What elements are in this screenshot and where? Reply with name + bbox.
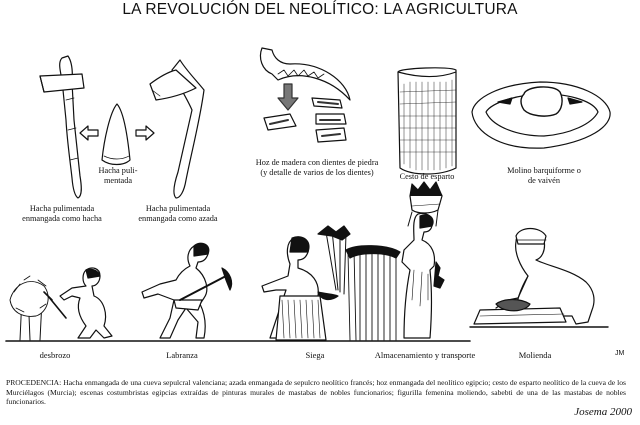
hafted-adze-drawing: [150, 60, 204, 198]
scene-label-grinding: Molienda: [518, 350, 552, 360]
caption-hafted-adze: Hacha pulimentada enmangada como azada: [138, 204, 218, 223]
author-signature: Josema 2000: [574, 406, 632, 418]
polished-axe-head-drawing: [102, 104, 130, 165]
source-note: PROCEDENCIA: Hacha enmangada de una cueva sepulcral valenciana; azada enmangada de sepulcro neolítico francés; hoz enmangada del neolítico egipcio; cesto de esparto neolítico de la cueva de los Murciélagos (Murcia); escenas costumbristas egipcias extraídas de pinturas murales de mastabas de nobles funcionarios; figurilla femenina moliendo, sabebti de una de las mastabas de nobles funcionarios.: [6, 378, 626, 407]
storage-scene-drawing: [402, 182, 444, 338]
quern-drawing: [472, 82, 610, 148]
harvest-scene-drawing: [262, 226, 400, 340]
scene-label-clearing: desbrozo: [39, 350, 71, 360]
hafted-axe-drawing: [40, 56, 84, 198]
tilling-scene-drawing: [142, 243, 232, 338]
caption-hafted-axe: Hacha pulimentada enmangada como hacha: [22, 204, 102, 223]
scene-label-harvest: Siega: [305, 350, 325, 360]
caption-quern: Molino barquiforme o de vaivén: [507, 166, 581, 185]
basket-drawing: [398, 68, 456, 174]
caption-sickle: Hoz de madera con dientes de piedra (y detalle de varios de los dientes): [255, 158, 379, 177]
grinding-scene-drawing: [474, 229, 594, 325]
monogram: JM: [615, 350, 625, 357]
scene-label-storage: Almacenamiento y transporte: [374, 350, 476, 360]
clearing-scene-drawing: [10, 268, 112, 340]
caption-basket: Cesto de esparto: [399, 172, 455, 181]
caption-axe-head: Hacha puli- mentada: [98, 166, 138, 185]
scene-label-tilling: Labranza: [166, 350, 198, 360]
sickle-drawing: [260, 48, 350, 142]
page-title: LA REVOLUCIÓN DEL NEOLÍTICO: LA AGRICULTURA: [122, 1, 518, 18]
